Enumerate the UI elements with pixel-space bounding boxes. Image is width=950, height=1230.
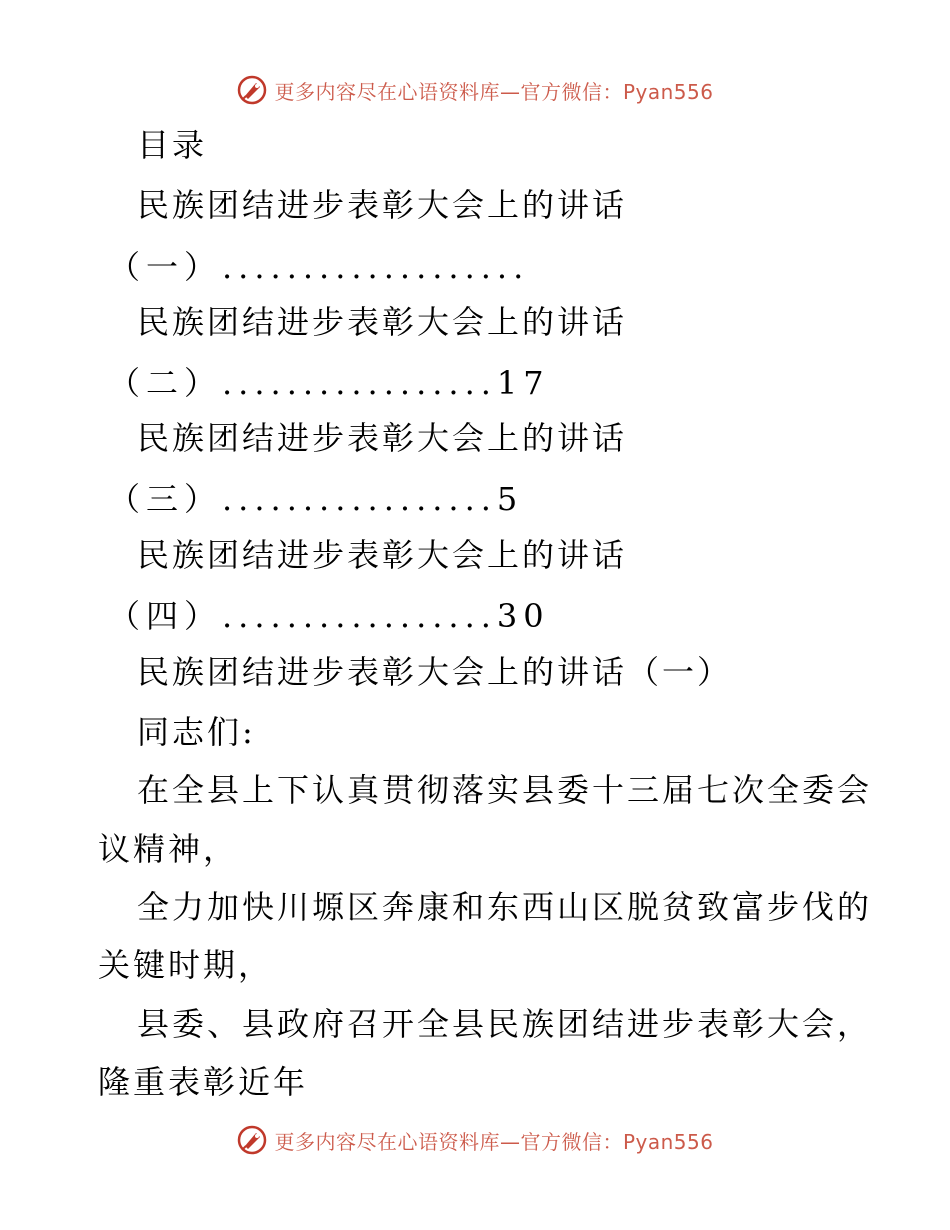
toc-entry-title: 民族团结进步表彰大会上的讲话 (137, 536, 628, 574)
article-title: 民族团结进步表彰大会上的讲话（一） (137, 653, 733, 691)
paragraph-line: 议精神， (98, 830, 239, 868)
footer-banner (0, 1120, 950, 1160)
paragraph-line: 关键时期， (98, 946, 274, 984)
paragraph-line: 隆重表彰近年 (98, 1063, 309, 1101)
paragraph-line: 全力加快川塬区奔康和东西山区脱贫致富步伐的 (137, 888, 873, 926)
paragraph-line: 县委、县政府召开全县民族团结进步表彰大会， (137, 1005, 873, 1043)
salutation: 同志们: (137, 713, 256, 751)
toc-entry-title: 民族团结进步表彰大会上的讲话 (137, 419, 628, 457)
footer-banner-text: 更多内容尽在心语资料库—官方微信：Pyan556 (274, 1129, 714, 1154)
paragraph-line: 在全县上下认真贯彻落实县委十三届七次全委会 (137, 771, 873, 809)
toc-entry-title: 民族团结进步表彰大会上的讲话 (137, 303, 628, 341)
toc-entry-title: 民族团结进步表彰大会上的讲话 (137, 186, 628, 224)
toc-heading: 目录 (137, 126, 208, 164)
toc-entry-number: （三）.................5 (108, 480, 524, 518)
toc-entry-number: （二）.................17 (108, 364, 550, 402)
toc-entry-number: （一）................... (108, 248, 530, 286)
header-banner-text: 更多内容尽在心语资料库—官方微信：Pyan556 (274, 79, 714, 104)
pen-nib-logo-icon (236, 1124, 268, 1156)
toc-entry-number: （四）.................30 (108, 597, 550, 635)
